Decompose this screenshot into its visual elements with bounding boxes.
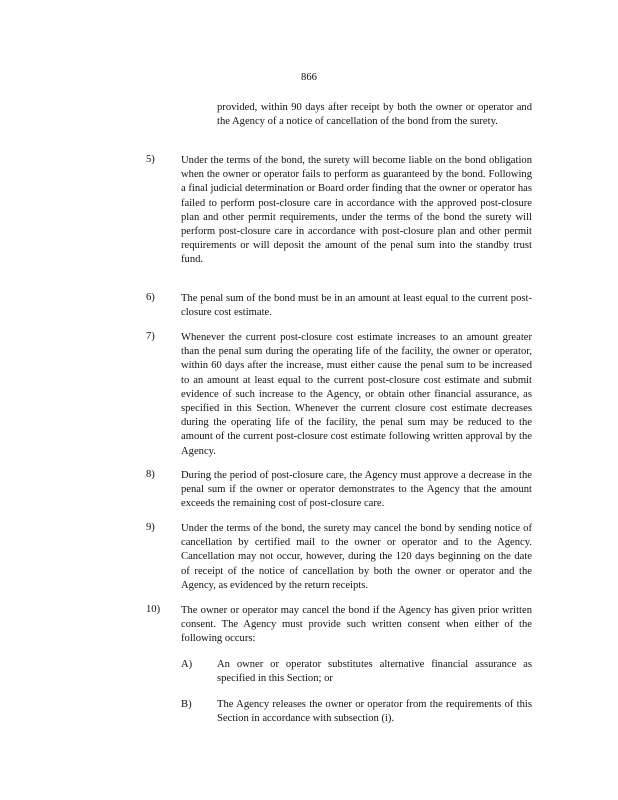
item-10-text: The owner or operator may cancel the bond if the Agency has given prior written consent. The Agency must provide such written consent when either of the following occurs: <box>181 605 532 645</box>
item-5-number: 5) <box>146 154 155 165</box>
item-10-number: 10) <box>146 604 161 615</box>
item-10-paragraph <box>181 604 532 647</box>
item-7-paragraph <box>181 331 532 459</box>
item-6-paragraph <box>181 292 532 320</box>
page-number: 866 <box>301 72 317 83</box>
continuation-text: provided, within 90 days after receipt by both the owner or operator and the Agency of a notice of cancellation of the bond from the surety. <box>217 102 532 128</box>
subitem-a-paragraph <box>217 658 532 686</box>
subitem-a-label: A) <box>181 659 193 670</box>
item-6-number: 6) <box>146 292 155 303</box>
subitem-b-paragraph <box>217 698 532 726</box>
item-8-paragraph <box>181 469 532 512</box>
subitem-b-text: The Agency releases the owner or operator from the requirements of this Section in accordance with subsection (i). <box>217 699 532 725</box>
subitem-b-label: B) <box>181 699 192 710</box>
item-9-paragraph <box>181 522 532 593</box>
item-8-number: 8) <box>146 469 155 480</box>
item-8-text: During the period of post-closure care, the Agency must approve a decrease in the penal sum if the owner or operator demonstrates to the Agency that the amount exceeds the remaining cost of post-closure care. <box>181 470 532 510</box>
item-5-paragraph <box>181 154 532 268</box>
item-5-text: Under the terms of the bond, the surety will become liable on the bond obligation when the owner or operator fails to perform as guaranteed by the bond. Following a final judicial determination or Board order finding that the owner or operator has failed to perform post-closure care in accordance with the approved post-closure plan and other permit requirements, under the terms of the bond the surety will perform post-closure care in accordance with post-closure plan and other permit requirements or will deposit the amount of the penal sum into the standby trust fund. <box>181 155 532 266</box>
item-6-text: The penal sum of the bond must be in an amount at least equal to the current post-closure cost estimate. <box>181 293 532 319</box>
continuation-paragraph <box>217 101 532 129</box>
item-7-number: 7) <box>146 331 155 342</box>
item-7-text: Whenever the current post-closure cost estimate increases to an amount greater than the penal sum during the operating life of the facility, the owner or operator, within 60 days after the increase, must either cause the penal sum to be increased to an amount at least equal to the current post-closure cost estimate and submit evidence of such increase to the Agency, or obtain other financial assurance, as specified in this Section. Whenever the current closure cost estimate decreases during the operating life of the facility, the penal sum may be reduced to the amount of the current post-closure cost estimate following written approval by the Agency. <box>181 332 532 457</box>
item-9-text: Under the terms of the bond, the surety may cancel the bond by sending notice of cancellation by certified mail to the owner or operator and to the Agency. Cancellation may not occur, however, during the 120 days beginning on the date of receipt of the notice of cancellation by both the owner or operator and the Agency, as evidenced by the return receipts. <box>181 523 532 591</box>
subitem-a-text: An owner or operator substitutes alternative financial assurance as specified in this Section; or <box>217 659 532 685</box>
item-9-number: 9) <box>146 522 155 533</box>
